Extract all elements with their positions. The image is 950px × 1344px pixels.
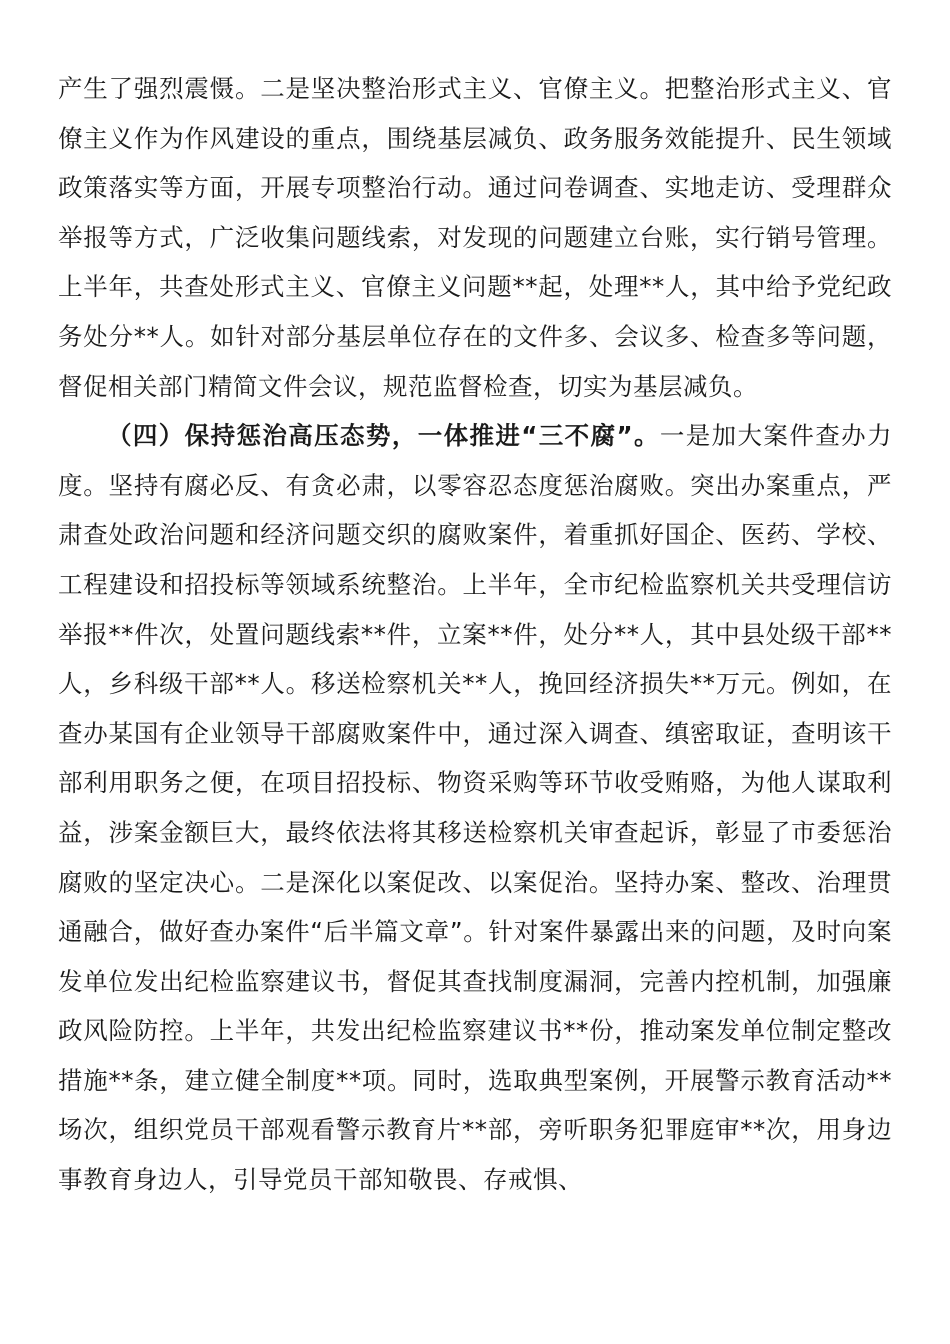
paragraph-formalism: 产生了强烈震慑。二是坚决整治形式主义、官僚主义。把整治形式主义、官僚主义作为作风建设的重点，围绕基层减负、政务服务效能提升、民生领域政策落实等方面，开展专项整治行动。通过问卷调查、实地走访、受理群众举报等方式，广泛收集问题线索，对发现的问题建立台账，实行销号管理。上半年，共查处形式主义、官僚主义问题**起，处理**人，其中给予党纪政务处分**人。如针对部分基层单位存在的文件多、会议多、检查多等问题，督促相关部门精简文件会议，规范监督检查，切实为基层减负。 bbox=[58, 74, 892, 401]
paragraph-section-four bbox=[58, 411, 892, 1205]
section-body: 一是加大案件查办力度。坚持有腐必反、有贪必肃，以零容忍态度惩治腐败。突出办案重点，严肃查处政治问题和经济问题交织的腐败案件，着重抓好国企、医药、学校、工程建设和招投标等领域系统整治。上半年，全市纪检监察机关共受理信访举报**件次，处置问题线索**件，立案**件，处分**人，其中县处级干部**人，乡科级干部**人。移送检察机关**人，挽回经济损失**万元。例如，在查办某国有企业领导干部腐败案件中，通过深入调查、缜密取证，查明该干部利用职务之便，在项目招投标、物资采购等环节收受贿赂，为他人谋取利益，涉案金额巨大，最终依法将其移送检察机关审查起诉，彰显了市委惩治腐败的坚定决心。二是深化以案促改、以案促治。坚持办案、整改、治理贯通融合，做好查办案件“后半篇文章”。针对案件暴露出来的问题，及时向案发单位发出纪检监察建议书，督促其查找制度漏洞，完善内控机制，加强廉政风险防控。上半年，共发出纪检监察建议书**份，推动案发单位制定整改措施**条，建立健全制度**项。同时，选取典型案例，开展警示教育活动**场次，组织党员干部观看警示教育片**部，旁听职务犯罪庭审**次，用身边事教育身边人，引导党员干部知敬畏、存戒惧、 bbox=[58, 421, 893, 1195]
section-heading: （四）保持惩治高压态势，一体推进“三不腐”。 bbox=[107, 421, 660, 451]
document-page bbox=[58, 64, 892, 1205]
